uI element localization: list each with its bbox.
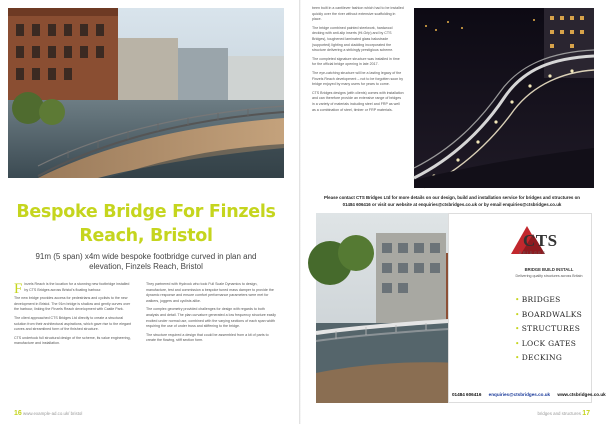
ad-service-item: [515, 351, 582, 366]
ad-service-item: [515, 308, 582, 323]
cts-bridges-advert: [448, 213, 606, 403]
article-title: [8, 200, 284, 248]
ad-phone[interactable]: 01484 606416: [452, 392, 482, 397]
body-paragraph: The bridge combined painted steelwork, hardwood decking with anti-slip inserts (Hi-Grip) and by CTS Bridges), toughened laminated glass balustrade (supported) lighting and cladding incorporated the structure delivering a strikingly prestigious scheme.: [312, 25, 394, 53]
ad-service-label: LOCK GATES: [521, 338, 577, 348]
ad-brand-subtitle: BRIDGES: [519, 251, 547, 255]
bullet-icon: •: [515, 309, 520, 319]
bridge-hero-illustration: [8, 8, 284, 178]
subtitle-line-1: 91m (5 span) x4m wide bespoke footbridge curved in plan and: [35, 252, 257, 261]
contact-strap: [316, 194, 588, 208]
ad-service-item: [515, 337, 582, 352]
body-paragraph: The complex geometry provided challenges for design with regards to both analysis and detail. The plan curvature generated a low frequency structure easily excited under normal use, combined with the varying sections of each span width requiring the use of under truss and stiffening to the bridge.: [146, 307, 276, 329]
article-title-line-1: Bespoke Bridge For Finzels: [16, 202, 276, 222]
body-paragraph: The eye-catching structure will be a lasting legacy of the Finzels Reach development – not to be forgotten soon by bridge enjoyed by many users for years to come.: [312, 70, 404, 87]
ad-service-label: BOARDWALKS: [521, 309, 583, 319]
ad-service-label: BRIDGES: [521, 295, 561, 304]
bullet-icon: •: [515, 324, 520, 333]
bridge-hero-photo: [8, 8, 284, 178]
body-paragraph: The completed signature structure was installed in time for the official bridge opening in late 2017.: [312, 56, 400, 67]
folio-text-right: bridges and structures: [537, 411, 581, 416]
paragraph-text: inzels Reach is the location for a stunning new footbridge installed by CTS Bridges across Bristol's floating harbour.: [24, 282, 130, 292]
article-subtitle: [8, 252, 284, 272]
ad-services-list: [515, 293, 582, 366]
ad-tagline: Delivering quality structures across Britain: [515, 274, 583, 278]
body-paragraph: They partnered with Hydrock who took Full Scale Dynamics to design, manufacture, test and commission a bespoke tuned mass damper to provide the dynamic response and ensure comfort performance parameters were met for walkers, joggers and cyclists alike.: [146, 282, 274, 303]
body-column-2: [146, 282, 276, 347]
subtitle-line-2: elevation, Finzels Reach, Bristol: [89, 262, 203, 271]
ad-contact-bar: [449, 392, 606, 397]
body-paragraph: The new bridge provides access for pedestrians and cyclists to the new development in Bristol. The 91m bridge is shallow and gently curves over the harbour, linking the Finzels Reach development with Castle Park.: [14, 296, 131, 312]
bullet-icon: •: [515, 353, 520, 362]
bridge-night-illustration: [414, 8, 594, 188]
folio-text-left: www.example-ad.co.uk/ bristol: [23, 411, 83, 416]
page-gutter: [299, 0, 301, 424]
drop-cap: F: [14, 281, 23, 297]
contact-line-2: 01484 606416 or visit our website at enquiries@ctsbridges.co.uk or by email enquiries@ctsbridges.co.uk: [342, 202, 562, 207]
body-paragraph: been built in a cantilever fashion which had to be installed quickly over the river without extensive scaffolding in place.: [312, 6, 404, 22]
ad-service-label: DECKING: [521, 353, 563, 362]
page-number-right: 17: [582, 410, 590, 417]
ad-strapline: BRIDGE BUILD INSTALL: [524, 267, 574, 272]
body-paragraph: CTS undertook full structural design of the scheme, its value engineering, manufacture and installation.: [14, 335, 131, 346]
ad-website-link[interactable]: www.ctsbridges.co.uk: [557, 392, 606, 397]
bullet-icon: •: [515, 295, 520, 304]
page-number-left: 16: [14, 410, 22, 417]
body-column-1: [14, 282, 132, 350]
page-folio-left: [14, 410, 82, 417]
contact-line-1: Please contact CTS Bridges Ltd for more details on our design, build and installation service for bridges and structures on: [324, 195, 580, 200]
body-paragraph: The client approached CTS Bridges Ltd directly to create a structural solution from their architectural aspirations, which gave rise to the elegant curves and streamlined form of the finished structure.: [14, 315, 132, 332]
ad-service-label: STRUCTURES: [521, 324, 581, 333]
page-folio-right: [538, 410, 590, 417]
ad-service-item: [515, 322, 582, 337]
ad-email-link[interactable]: enquiries@ctsbridges.co.uk: [488, 392, 551, 397]
ad-brand-name: CTS: [523, 231, 558, 250]
article-title-line-2: Reach, Bristol: [79, 226, 213, 246]
body-column-3: [312, 6, 404, 116]
bridge-night-photo: [414, 8, 594, 188]
body-paragraph: CTS Bridges designs (with clients) comes with installation and can therefore provide an extensive range of bridges in a variety of materials including steel and FRP as well as a combination of steel, timber or FRP materials.: [312, 90, 404, 112]
ad-service-item: [515, 293, 582, 308]
body-paragraph: [14, 281, 132, 297]
body-paragraph: The structure required a design that could be assembled from a kit of parts to create the flowing, stiff section form.: [146, 332, 269, 343]
bullet-icon: •: [515, 338, 520, 348]
